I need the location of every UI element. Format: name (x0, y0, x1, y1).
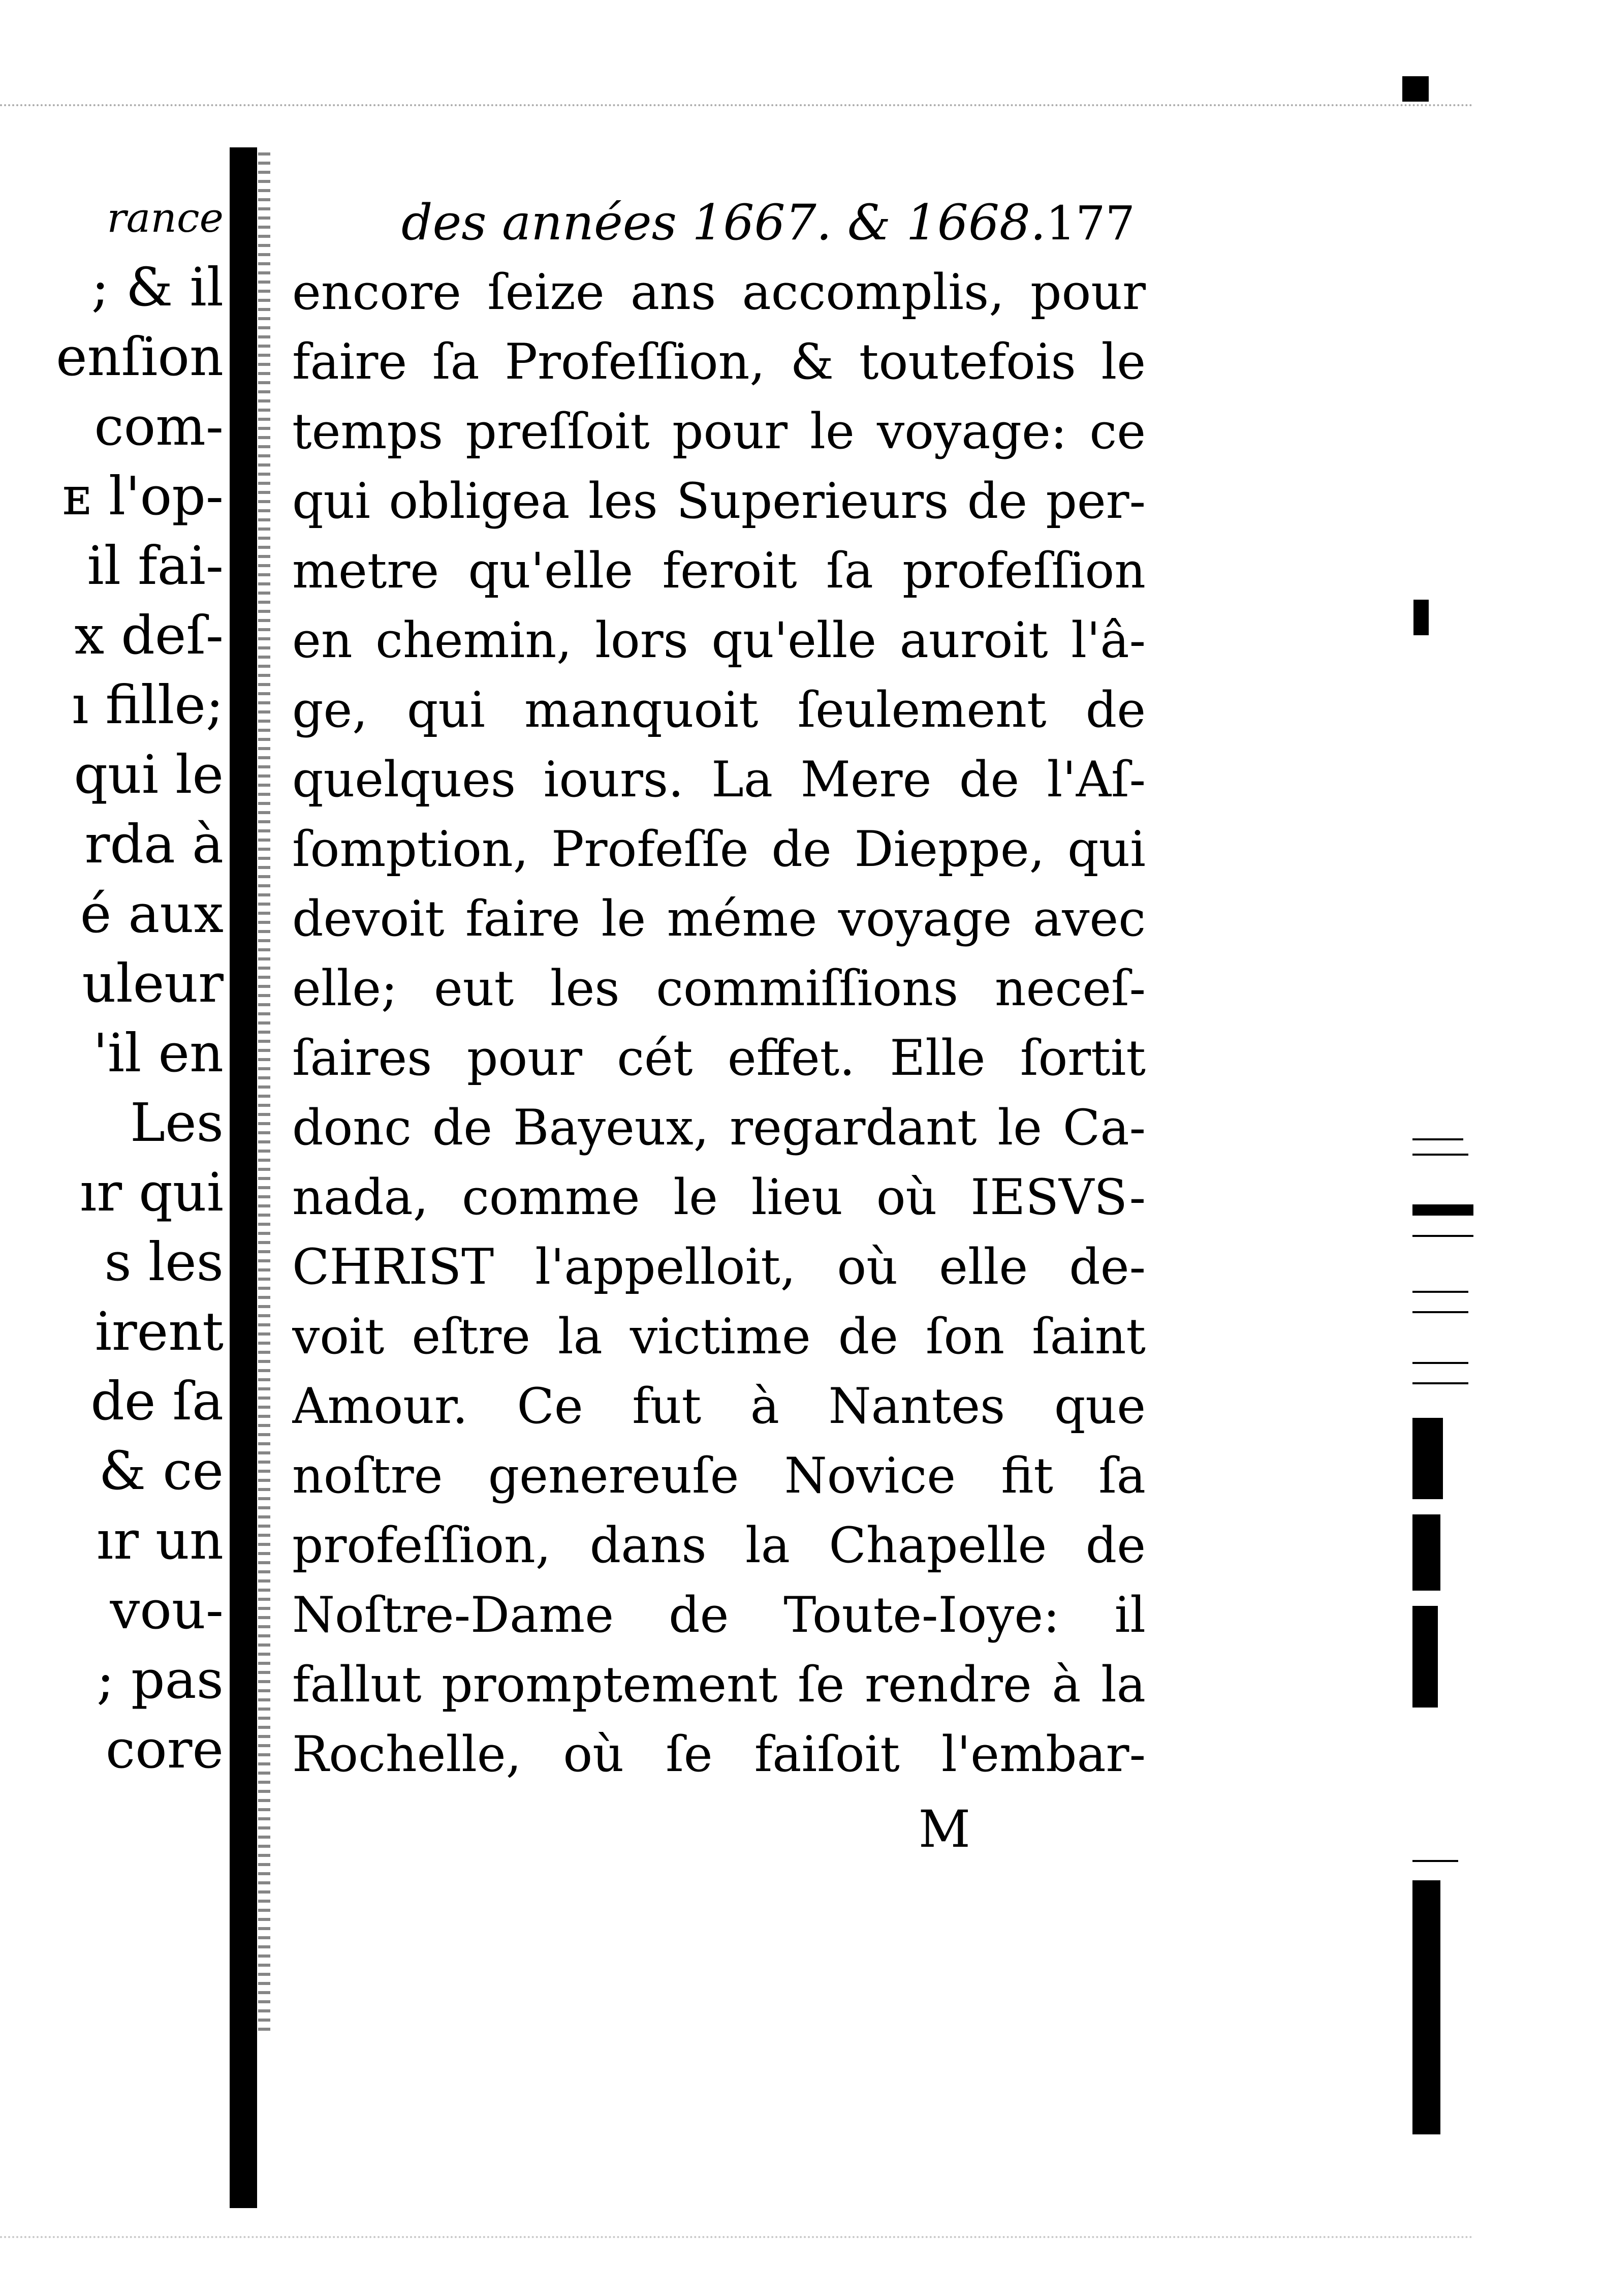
body-line: metre qu'elle feroit ſa profeſſion (292, 542, 1146, 599)
previous-page-line: enſion (56, 326, 224, 388)
edge-rule (1412, 1362, 1468, 1364)
body-line: temps preſſoit pour le voyage: ce (292, 403, 1146, 460)
right-page-edge-artifacts (1402, 71, 1494, 2180)
previous-page-line: 'il en (93, 1022, 224, 1084)
edge-mark (1413, 600, 1429, 635)
body-line: nada, comme le lieu où IESVS- (292, 1169, 1146, 1226)
edge-rule (1412, 1235, 1473, 1237)
edge-mark (1412, 1880, 1440, 2134)
previous-page-line: é aux (80, 883, 224, 945)
previous-page-line: & ce (99, 1440, 224, 1502)
previous-page-line: vou- (110, 1579, 224, 1641)
previous-page-line: il fai- (87, 535, 224, 597)
previous-page-line: x deſ- (74, 604, 224, 666)
gutter-scan-noise (258, 152, 270, 2033)
edge-rule (1412, 1382, 1468, 1384)
body-line: ge, qui manquoit ſeulement de (292, 681, 1146, 738)
body-line: noſtre genereuſe Novice fit ſa (292, 1447, 1146, 1504)
body-line: devoit faire le méme voyage avec (292, 890, 1146, 947)
previous-page-line: ; & il (91, 256, 224, 318)
page-text-block (292, 188, 1146, 1864)
scan-top-edge (0, 104, 1473, 106)
edge-mark (1402, 76, 1429, 102)
previous-page-line: uleur (82, 952, 224, 1014)
previous-page-line: qui le (74, 743, 224, 805)
previous-page-line: com- (94, 395, 224, 457)
body-line: ſaires pour cét effet. Elle ſortit (292, 1030, 1146, 1087)
catchword: M (918, 1799, 970, 1859)
previous-page-line: ; pas (96, 1649, 224, 1711)
running-head (292, 188, 1146, 258)
body-line: quelques iours. La Mere de l'Aſ- (292, 751, 1146, 808)
body-line: Noſtre-Dame de Toute-Ioye: il (292, 1587, 1146, 1643)
previous-page-line: ı fille; (72, 674, 224, 736)
running-title: des années 1667. & 1668. (401, 194, 1046, 251)
previous-page-line: Les (130, 1092, 224, 1154)
body-line: en chemin, lors qu'elle auroit l'â- (292, 612, 1146, 669)
previous-page-line: ır un (97, 1509, 224, 1571)
body-line: Amour. Ce fut à Nantes que (292, 1378, 1146, 1435)
body-line: Rochelle, où ſe faiſoit l'embar- (292, 1726, 1146, 1783)
body-line: encore ſeize ans accomplis, pour (292, 264, 1146, 321)
previous-page-line: ᴇ l'op- (62, 465, 224, 527)
body-line: profeſſion, dans la Chapelle de (292, 1517, 1146, 1574)
edge-mark (1412, 1418, 1443, 1499)
edge-mark (1412, 1514, 1440, 1591)
page-number: 177 (1046, 196, 1136, 251)
previous-page-line: s les (104, 1231, 224, 1293)
body-line: qui obligea les Superieurs de per- (292, 473, 1146, 530)
previous-page-line: de ſa (90, 1370, 224, 1432)
previous-page-line: ır qui (80, 1161, 224, 1223)
edge-mark (1412, 1606, 1438, 1708)
body-line: elle; eut les commiſſions neceſ- (292, 960, 1146, 1017)
body-line: CHRIST l'appelloit, où elle de- (292, 1238, 1146, 1295)
previous-page-line: rda à (84, 813, 224, 875)
body-line: ſomption, Profeſſe de Dieppe, qui (292, 821, 1146, 878)
edge-rule (1412, 1291, 1468, 1293)
body-line: voit eſtre la victime de ſon ſaint (292, 1308, 1146, 1365)
previous-page-fragment-column (0, 183, 224, 1784)
edge-mark (1412, 1204, 1473, 1216)
previous-page-line: rance (107, 194, 224, 241)
edge-rule (1412, 1138, 1463, 1140)
edge-rule (1412, 1311, 1468, 1313)
scan-bottom-edge (0, 2236, 1473, 2238)
body-line: fallut promptement ſe rendre à la (292, 1656, 1146, 1713)
edge-rule (1412, 1860, 1458, 1862)
previous-page-line: core (105, 1718, 224, 1780)
previous-page-line: irent (95, 1300, 224, 1362)
book-gutter-shadow (230, 147, 257, 2208)
body-line: donc de Bayeux, regardant le Ca- (292, 1099, 1146, 1156)
body-line: faire ſa Profeſſion, & toutefois le (292, 333, 1146, 390)
edge-rule (1412, 1154, 1468, 1156)
